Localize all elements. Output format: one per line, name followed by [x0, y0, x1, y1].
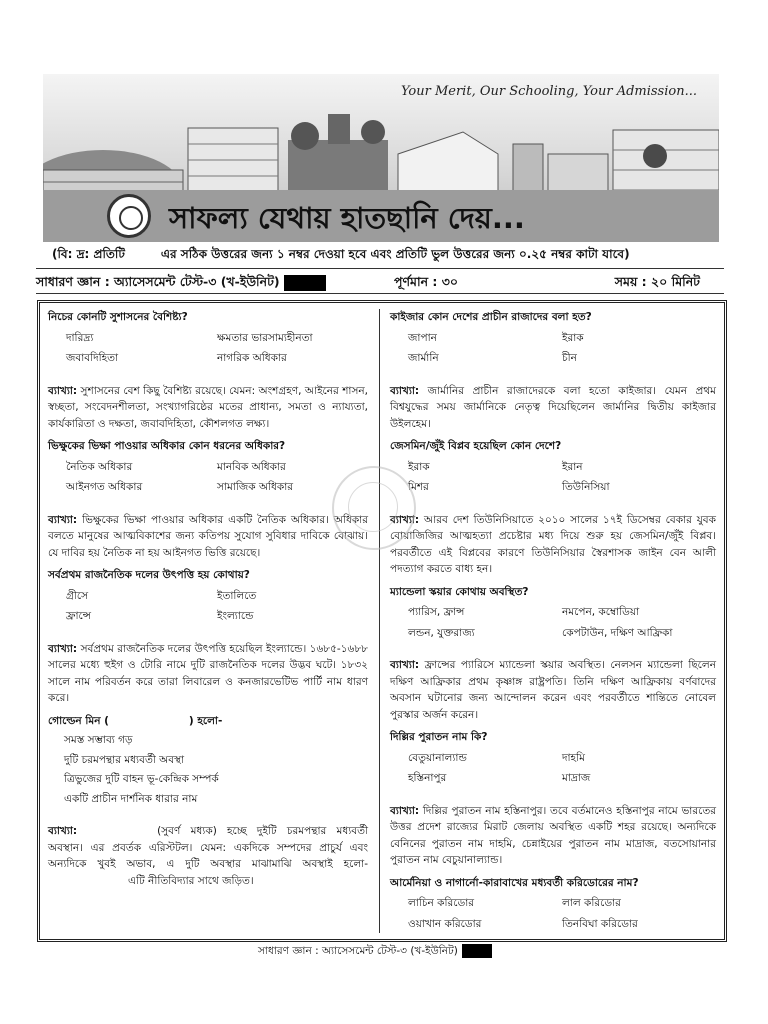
option: জার্মানি: [408, 352, 439, 364]
option: একটি প্রাচীন দার্শনিক ধারার নাম: [64, 792, 198, 805]
option: লন্ডন, যুক্তরাজ্য: [408, 626, 475, 639]
options-grid: [48, 588, 368, 625]
notice-part-2: এর সঠিক উত্তরের জন্য ১ নম্বর দেওয়া হবে এবং প্রতিটি ভুল উত্তরের জন্য ০.২৫ নম্বর কাটা যাবে): [160, 247, 630, 261]
options-grid: [48, 330, 368, 367]
option: মানবিক অধিকার: [217, 460, 286, 473]
header-banner: [43, 74, 719, 242]
option: ওয়াখান করিডোর: [408, 917, 482, 930]
options-grid: [390, 330, 716, 367]
options-grid: [390, 750, 716, 787]
watermark-seal-icon: [332, 466, 416, 550]
option: দাহমি: [562, 751, 585, 764]
option: দুটি চরমপন্থার মধ্যবর্তী অবস্থা: [64, 753, 185, 766]
options-grid: [390, 604, 716, 641]
footer-text: সাধারণ জ্ঞান : অ্যাসেসমেন্ট টেস্ট-৩ (খ-ইউনিট): [258, 945, 458, 957]
explanation: ব্যাখ্যা: সুশাসনের বেশ কিছু বৈশিষ্ট্য রয়েছে। যেমন: অংশগ্রহণ, আইনের শাসন, স্বচ্ছতা, সংবেদনশীলতা, সংখ্যাগরিষ্ঠের মতের প্রাধান্য, সমতা ও ন্যায্যতা, কার্যকারিতা ও দক্ষতা, জবাবদিহিতা, কৌশলগত লক্ষ্য।: [48, 384, 368, 430]
tagline: Your Merit, Our Schooling, Your Admission...: [400, 84, 697, 99]
full-marks: পূর্ণমান : ৩০: [394, 274, 459, 289]
options-grid: [390, 459, 716, 496]
time-limit: সময় : ২০ মিনিট: [614, 274, 700, 289]
redaction-box: [284, 275, 326, 291]
option: চীন: [562, 352, 577, 364]
option: নাগরিক অধিকার: [217, 352, 287, 364]
explanation: ব্যাখ্যা: আরব দেশ তিউনিসিয়াতে ২০১০ সালের ১৭ই ডিসেম্বর বেকার যুবক বোয়াজিজির আত্মহত্যা প্রচেষ্টার মধ্য দিয়ে শুরু হয় জেসমিন/জুঁই বিপ্লব। পরবর্তীতে এই বিপ্লবের কারণে তিউনিসিয়ার স্বৈরশাসক জাইন বেন আলী পদত্যাগ করতে বাধ্য হন।: [390, 513, 716, 575]
university-seal-icon: [107, 194, 151, 238]
explanation: ব্যাখ্যা: ফ্রান্সের প্যারিসে ম্যান্ডেলা স্কয়ার অবস্থিত। নেলসন ম্যান্ডেলা ছিলেন দক্ষিণ আফ্রিকার প্রথম কৃষ্ণাঙ্গ রাষ্ট্রপতি। তিনি দক্ষিণ আফ্রিকায় বর্ণবাদের অবসান ঘটানোর জন্য আন্দোলন করেন এবং পরবর্তীতে শান্তিতে নোবেল পুরস্কার অর্জন করেন।: [390, 659, 716, 721]
option: ইতালিতে: [217, 589, 257, 602]
option: প্যারিস, ফ্রান্স: [408, 606, 465, 618]
title-band: [43, 190, 719, 242]
subject-title: সাধারণ জ্ঞান : অ্যাসেসমেন্ট টেস্ট-৩ (খ-ইউনিট): [36, 274, 280, 289]
divider-line: [36, 293, 724, 294]
explanation: ব্যাখ্যা: দিল্লির পুরাতন নাম হস্তিনাপুর। তবে বর্তমানেও হস্তিনাপুর নামে ভারতের উত্তর প্রদেশ রাজ্যের মিরাট জেলায় অবস্থিত একটি শহর রয়েছে। অন্যদিকে বেনিনের পুরাতন নাম দাহমি, চেন্নাইয়ের পুরাতন নাম মাদ্রাজ, বতসোয়ানার পুরাতন নাম বেচুয়ানাল্যান্ড।: [390, 804, 717, 866]
question-title: সর্বপ্রথম রাজনৈতিক দলের উৎপত্তি হয় কোথায়?: [48, 569, 250, 581]
option: ক্ষমতার ভারসাম্যহীনতা: [217, 331, 313, 344]
option: হস্তিনাপুর: [408, 772, 447, 784]
right-column: [390, 309, 716, 934]
questions-frame: [37, 300, 727, 942]
divider-line: [36, 268, 724, 269]
notice-line: [52, 246, 712, 266]
option: দারিদ্র্য: [66, 331, 94, 344]
redaction-box: [462, 944, 492, 958]
option: জাপান: [408, 331, 437, 344]
options-grid: [48, 459, 368, 496]
option: নমপেন, কম্বোডিয়া: [562, 606, 640, 618]
option: বেতুয়ানাল্যান্ড: [408, 751, 467, 764]
explanation: ব্যাখ্যা: জার্মানির প্রাচীন রাজাদেরকে বলা হতো কাইজার। যেমন প্রথম বিশ্বযুদ্ধের সময় জার্মানিকে নেতৃত্ব দিয়েছিলেন জার্মানির দ্বিতীয় কাইজার উইলহেম।: [390, 384, 716, 430]
option: ইরাক: [562, 331, 584, 344]
option: তিনবিঘা করিডোর: [562, 917, 638, 930]
option: লাচিন করিডোর: [408, 897, 475, 909]
option: লাল করিডোর: [562, 897, 621, 909]
option: আইনগত অধিকার: [66, 481, 143, 493]
option: ত্রিভুজের দুটি বাহন ভূ-কেন্দ্রিক সম্পর্ক: [64, 773, 219, 785]
option: তিউনিসিয়া: [562, 481, 610, 493]
options-grid: [390, 895, 716, 932]
option: কেপটাউন, দক্ষিণ আফ্রিকা: [562, 626, 673, 639]
question-title: গোল্ডেন মিন ( ) হলো-: [48, 714, 223, 727]
question-title: ম্যান্ডেলা স্কয়ার কোথায় অবস্থিত?: [390, 585, 529, 598]
option: মিশর: [408, 481, 429, 493]
column-divider: [379, 309, 380, 933]
explanation: ব্যাখ্যা: ভিক্ষুকের ভিক্ষা পাওয়ার অধিকার একটি নৈতিক অধিকার। অধিকার বলতে মানুষের আত্মবিকাশের জন্য কতিপয় সুযোগ সুবিধার দাবিকে বোঝায়। যে দাবির হয় নৈতিক না হয় আইনগত ভিত্তি রয়েছে।: [48, 513, 369, 559]
question-title: দিল্লির পুরাতন নাম কি?: [390, 731, 488, 743]
option: ইরাক: [408, 460, 430, 473]
question-title: আর্মেনিয়া ও নাগার্নো-কারাবাখের মধ্যবর্তী করিডোরের নাম?: [390, 876, 639, 889]
option: ফ্রান্সে: [66, 610, 92, 622]
option: নৈতিক অধিকার: [66, 460, 133, 473]
option: গ্রীসে: [66, 589, 89, 602]
question-title: জেসমিন/জুঁই বিপ্লব হয়েছিল কোন দেশে?: [390, 440, 562, 452]
option: মাদ্রাজ: [562, 772, 591, 784]
page-footer: [258, 944, 492, 961]
explanation: ব্যাখ্যা: (সুবর্ণ মধ্যক) হচ্ছে দুইটি চরমপন্থার মধ্যবর্তী অবস্থান। এর প্রবর্তক এরিস্টটল। যেমন: একদিকে সম্পদের প্রাচুর্য এবং অন্যদিকে খুবই অভাব, এ দুটি অবস্থার মাঝামাঝি অবস্থাই হলো-এটি নীতিবিদ্যার সাথে জড়িত।: [48, 825, 368, 887]
option: জবাবদিহিতা: [66, 352, 119, 364]
question-title: নিচের কোনটি সুশাসনের বৈশিষ্ট্য?: [48, 311, 188, 323]
left-column: [48, 309, 368, 895]
option: ইংল্যান্ডে: [217, 610, 254, 622]
option: ইরান: [562, 460, 583, 473]
option: সমস্ত সম্ভাব্য গড়: [64, 734, 133, 746]
question-title: ভিক্ষুকের ভিক্ষা পাওয়ার অধিকার কোন ধরনের অধিকার?: [48, 440, 286, 452]
notice-part-1: (বি: দ্র: প্রতিটি: [52, 247, 125, 261]
explanation: ব্যাখ্যা: সর্বপ্রথম রাজনৈতিক দলের উৎপত্তি হয়েছিল ইংল্যান্ডে। ১৬৮৫-১৬৮৮ সালের মধ্যে হুইগ ও টোরি নামে দুটি রাজনৈতিক দলের উদ্ভব ঘটে। ১৮৩২ সালে নাম পরিবর্তন করে তারা লিবারেল ও কনজারভেটিভ পার্টি নাম ধারণ করে।: [48, 642, 368, 704]
headline: সাফল্য যেথায় হাতছানি দেয়...: [169, 201, 525, 235]
option: সামাজিক অধিকার: [217, 481, 294, 493]
question-title: কাইজার কোন দেশের প্রাচীন রাজাদের বলা হত?: [390, 311, 592, 323]
